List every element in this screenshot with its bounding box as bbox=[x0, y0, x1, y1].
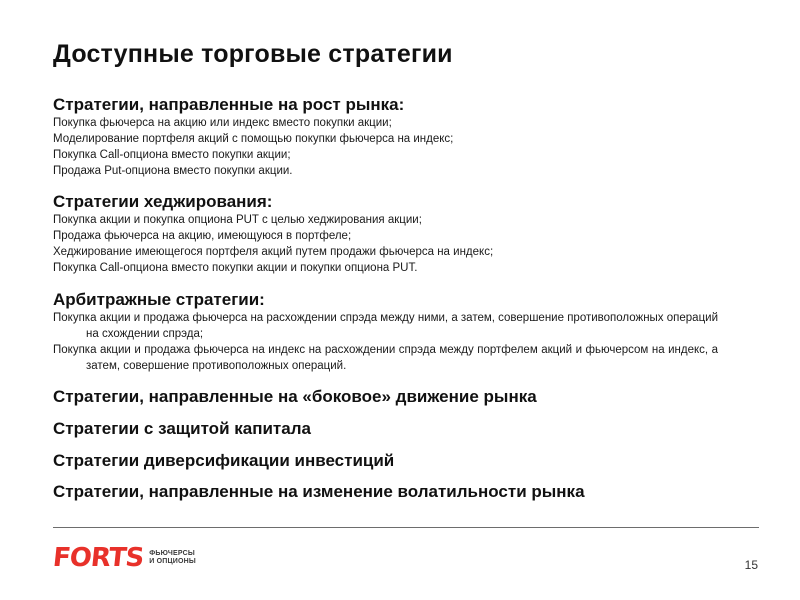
logo-subtitle-line: И ОПЦИОНЫ bbox=[149, 558, 196, 565]
section-heading-hedging: Стратегии хеджирования: bbox=[53, 192, 273, 211]
forts-logo bbox=[53, 544, 196, 572]
page-title: Доступные торговые стратегии bbox=[53, 40, 453, 68]
list-item: Покупка акции и продажа фьючерса на индекс на расхождении спрэда между портфелем акций и фьючерсом на индекс, а затем, совершение противоположных операций. bbox=[53, 344, 718, 372]
section-heading-arbitrage: Арбитражные стратегии: bbox=[53, 290, 265, 309]
list-item: Продажа фьючерса на акцию, имеющуюся в портфеле; bbox=[53, 230, 352, 242]
strategy-heading-diversification: Стратегии диверсификации инвестиций bbox=[53, 451, 395, 470]
footer-divider bbox=[53, 527, 759, 528]
strategy-heading-volatility: Стратегии, направленные на изменение волатильности рынка bbox=[53, 482, 585, 501]
logo-subtitle-line: ФЬЮЧЕРСЫ bbox=[149, 550, 195, 557]
list-item: Продажа Put-опциона вместо покупки акции. bbox=[53, 165, 293, 177]
growth-strategies-list bbox=[53, 115, 718, 179]
section-heading-growth: Стратегии, направленные на рост рынка: bbox=[53, 95, 405, 114]
list-item: Покупка Call-опциона вместо покупки акции и покупки опциона PUT. bbox=[53, 262, 418, 274]
list-item: Покупка акции и покупка опциона PUT с целью хеджирования акции; bbox=[53, 214, 422, 226]
strategy-heading-capital-protection: Стратегии с защитой капитала bbox=[53, 419, 311, 438]
list-item: Моделирование портфеля акций с помощью покупки фьючерса на индекс; bbox=[53, 133, 454, 145]
list-item: Покупка Call-опциона вместо покупки акции; bbox=[53, 149, 291, 161]
list-item: Покупка акции и продажа фьючерса на расхождении спрэда между ними, а затем, совершение противоположных операций на схождении спрэда; bbox=[53, 312, 719, 340]
strategy-heading-sideways: Стратегии, направленные на «боковое» движение рынка bbox=[53, 387, 537, 406]
list-item: Покупка фьючерса на акцию или индекс вместо покупки акции; bbox=[53, 117, 392, 129]
logo-wordmark: FORTS bbox=[51, 543, 145, 573]
hedging-strategies-list bbox=[53, 212, 718, 276]
logo-subtitle bbox=[149, 550, 196, 566]
page-number: 15 bbox=[744, 558, 758, 572]
arbitrage-strategies-list bbox=[53, 310, 718, 374]
list-item: Хеджирование имеющегося портфеля акций путем продажи фьючерса на индекс; bbox=[53, 246, 494, 258]
